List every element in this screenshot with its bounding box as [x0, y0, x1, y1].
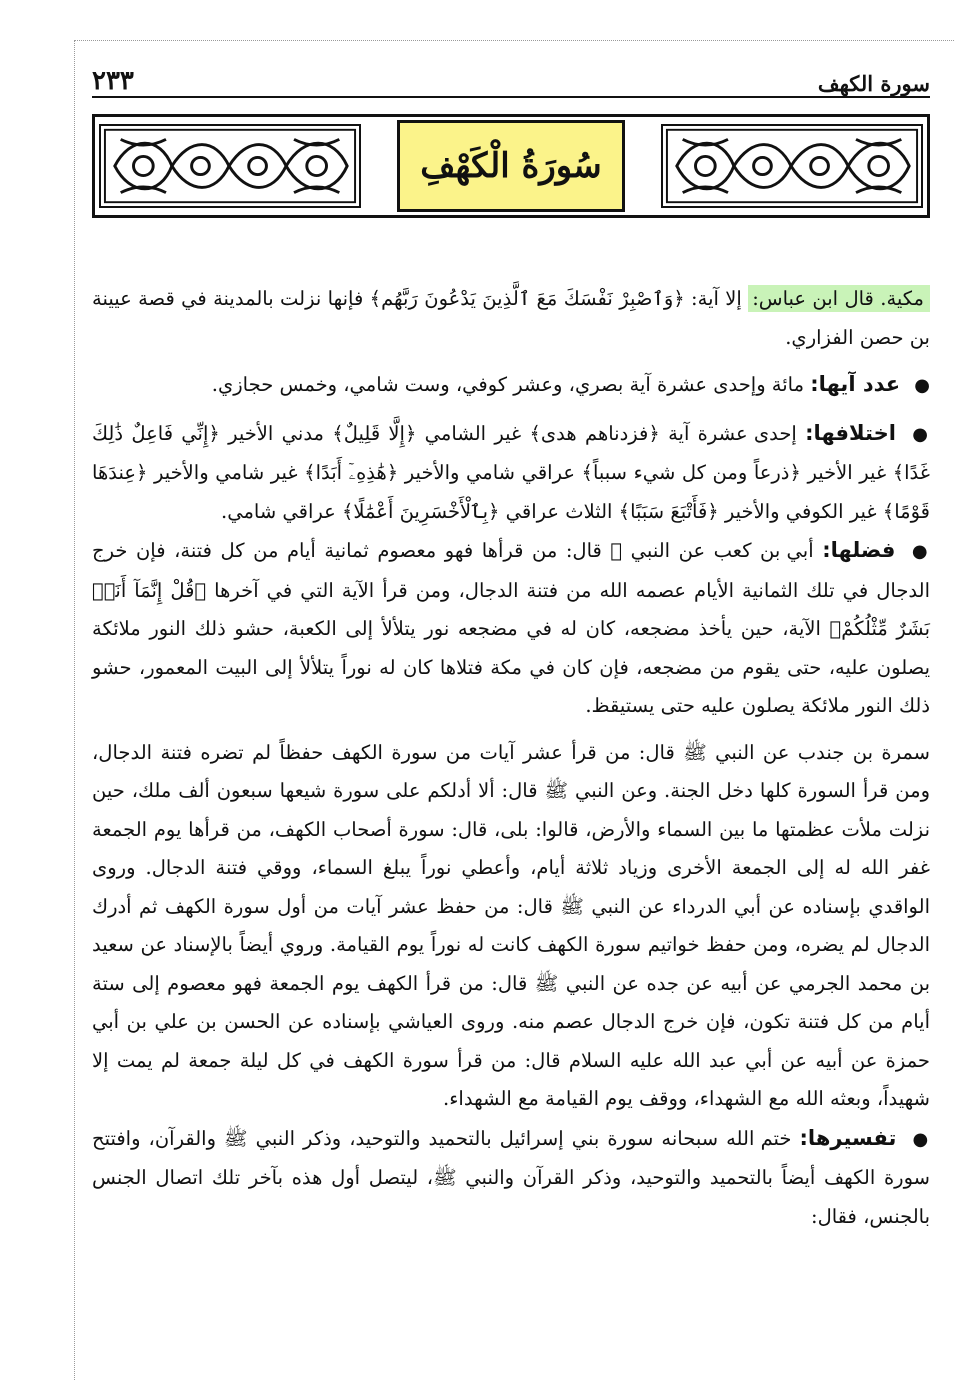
right-ornament-icon — [661, 124, 923, 208]
surah-title: سُورَةُ الْكَهْفِ — [397, 120, 625, 212]
intro-text: إلا آية: ﴿وَٱصْبِرْ نَفْسَكَ مَعَ ٱلَّذِينَ يَدْعُونَ رَبَّهُم﴾ فإنها نزلت بالمدينة في قصة عيينة بن حصن الفزاري. — [92, 287, 930, 349]
intro-paragraph — [92, 280, 930, 357]
bullet-icon: ● — [911, 541, 930, 562]
bullet-icon: ● — [912, 423, 930, 445]
verse-count-text: مائة وإحدى عشرة آية بصري، وعشر كوفي، وست شامي، وخمس حجازي. — [211, 373, 805, 396]
tafsir-heading: تفسيرها: — [799, 1125, 897, 1150]
virtues-text: أبي بن كعب عن النبي ﷺ قال: من قرأها فهو معصوم ثمانية أيام من كل فتنة، فإن خرج الدجال في تلك الثمانية الأيام عصمه الله من فتنة الدجال، ومن قرأ الآية التي في آخرها ﴿قُلْ إِنَّمَآ أَنَا۠ بَشَرٌ مِّثْلُكُمْ﴾ الآية، حين يأخذ مضجعه، كان له في مضجعه نور يتلألأ إلى الكعبة، حشو ذلك النور ملائكة يصلون عليه، حتى يقوم من مضجعه، فإن كان في مكة فتلاها كان له نوراً يتلألأ إلى البيت المعمور، حشو ذلك النور ملائكة يصلون عليه حتى يستيقظ. — [92, 539, 930, 717]
differences-text: إحدى عشرة آية ﴿فزدناهم هدى﴾ غير الشامي ﴿إِلَّا قَلِيلٌ﴾ مدني الأخير ﴿إِنِّي فَاعِلٌ ذَٰلِكَ غَدًا﴾ غير الأخير ﴿ذرعاً ومن كل شيء سبباً﴾ عراقي شامي والأخير ﴿هَٰذِهِۦٓ أَبَدًا﴾ غير شامي والأخير ﴿عِندَهَا قَوْمًا﴾ غير الكوفي والأخير ﴿فَأَتْبَعَ سَبَبًا﴾ الثلاث عراقي ﴿بِٱلْأَخْسَرِينَ أَعْمَٰلًا﴾ عراقي شامي. — [92, 421, 930, 523]
page-border — [74, 40, 75, 1380]
tafsir-text: ختم الله سبحانه سورة بني إسرائيل بالتحميد والتوحيد، وذكر النبي ﷺ والقرآن، وافتتح سورة الكهف أيضاً بالتحميد والتوحيد، وذكر القرآن والنبي ﷺ، ليتصل أول هذه بآخر تلك اتصال الجنس بالجنس، فقال: — [92, 1126, 930, 1228]
verse-count-heading: عدد آيها: — [810, 372, 901, 396]
verse-count-paragraph — [92, 365, 930, 406]
page-header — [92, 62, 930, 98]
differences-paragraph — [92, 414, 930, 532]
narrations-paragraph — [92, 734, 930, 1119]
surah-banner — [92, 114, 930, 218]
bullet-icon: ● — [912, 1128, 930, 1150]
commentary-body — [92, 280, 930, 1236]
narrations-text: سمرة بن جندب عن النبي ﷺ قال: من قرأ عشر آيات من سورة الكهف حفظاً لم تضره فتنة الدجال، ومن قرأ السورة كلها دخل الجنة. وعن النبي ﷺ قال: ألا أدلكم على سورة شيعها سبعون ألف ملك، حين نزلت ملأت عظمتها ما بين السماء والأرض، قالوا: بلى، قال: سورة أصحاب الكهف، من قرأها يوم الجمعة غفر الله له إلى الجمعة الأخرى وزياد ثلاثة أيام، وأعطي نوراً يبلغ السماء، ووقي فتنة الدجال. وروى الواقدي بإسناده عن أبي الدرداء عن النبي ﷺ قال: من حفظ عشر آيات من أول سورة الكهف ثم أدرك الدجال لم يضره، ومن حفظ خواتيم سورة الكهف كانت له نوراً يوم القيامة. وروي أيضاً بالإسناد عن سعيد بن محمد الجرمي عن أبيه عن جده عن النبي ﷺ قال: من قرأ الكهف يوم الجمعة فهو معصوم إلى ستة أيام من كل فتنة تكون، فإن خرج الدجال عصم منه. وروى العياشي بإسناده عن الحسن بن علي بن أبي حمزة عن أبيه عن أبي عبد الله عليه السلام قال: من قرأ سورة الكهف في كل ليلة جمعة لم يمت إلا شهيداً، وبعثه الله مع الشهداء، ووقف يوم القيامة مع الشهداء. — [92, 740, 930, 1110]
running-title: سورة الكهف — [817, 71, 930, 96]
highlighted-text: مكية. قال ابن عباس: — [748, 285, 930, 312]
virtues-paragraph — [92, 531, 930, 726]
tafsir-paragraph — [92, 1119, 930, 1237]
bullet-icon: ● — [914, 375, 930, 396]
page-border-top — [74, 40, 954, 41]
page-number: ٢٣٣ — [92, 66, 134, 96]
left-ornament-icon — [99, 124, 361, 208]
differences-heading: اختلافها: — [805, 420, 896, 445]
virtues-heading: فضلها: — [822, 538, 896, 562]
